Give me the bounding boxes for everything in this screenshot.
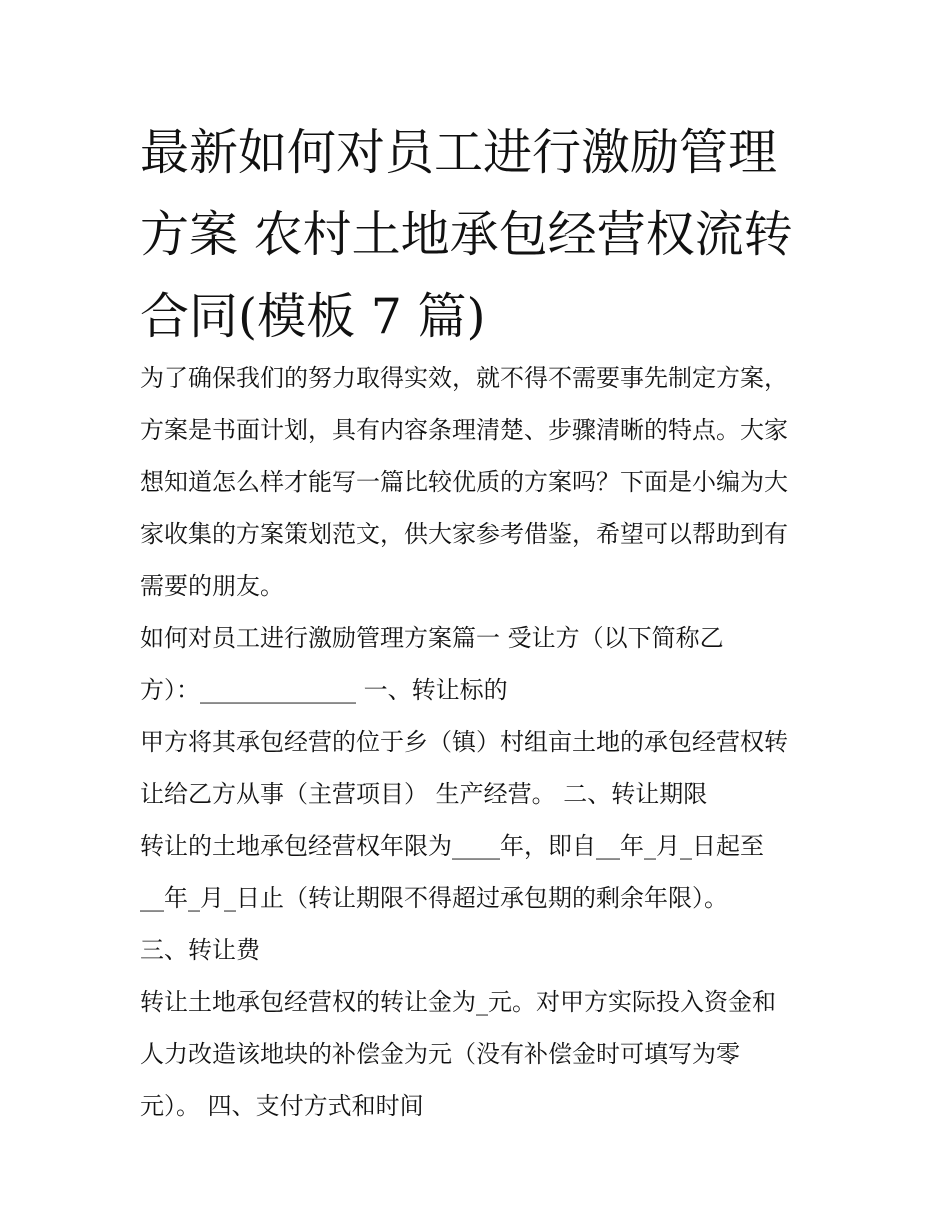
- body-line: 元）。 四、支付方式和时间: [140, 1092, 424, 1120]
- body-line: 转让土地承包经营权的转让金为_元。对甲方实际投入资金和: [140, 988, 776, 1016]
- document-title: [140, 112, 820, 358]
- body-line: 方案是书面计划，具有内容条理清楚、步骤清晰的特点。大家: [140, 416, 788, 444]
- title-line: 方案 农村土地承包经营权流转: [140, 206, 793, 263]
- body-line: 需要的朋友。: [140, 572, 284, 600]
- body-line: 方）：_____________ 一、转让标的: [140, 676, 508, 704]
- body-line: 三、转让费: [140, 936, 260, 964]
- body-line: 转让的土地承包经营权年限为____年，即自__年_月_日起至: [140, 832, 764, 860]
- document-body: [140, 352, 820, 1132]
- title-line: 合同(模板 7 篇): [140, 288, 486, 345]
- body-line: 让给乙方从事（主营项目） 生产经营。 二、转让期限: [140, 780, 708, 808]
- body-line: __年_月_日止（转让期限不得超过承包期的剩余年限）。: [140, 884, 728, 912]
- title-line: 最新如何对员工进行激励管理: [140, 124, 778, 181]
- body-line: 家收集的方案策划范文，供大家参考借鉴，希望可以帮助到有: [140, 520, 788, 548]
- body-line: 如何对员工进行激励管理方案篇一 受让方（以下简称乙: [140, 624, 724, 652]
- body-line: 人力改造该地块的补偿金为元（没有补偿金时可填写为零: [140, 1040, 740, 1068]
- body-line: 想知道怎么样才能写一篇比较优质的方案吗？下面是小编为大: [140, 468, 788, 496]
- body-line: 为了确保我们的努力取得实效，就不得不需要事先制定方案，: [140, 364, 788, 392]
- body-line: 甲方将其承包经营的位于乡（镇）村组亩土地的承包经营权转: [140, 728, 788, 756]
